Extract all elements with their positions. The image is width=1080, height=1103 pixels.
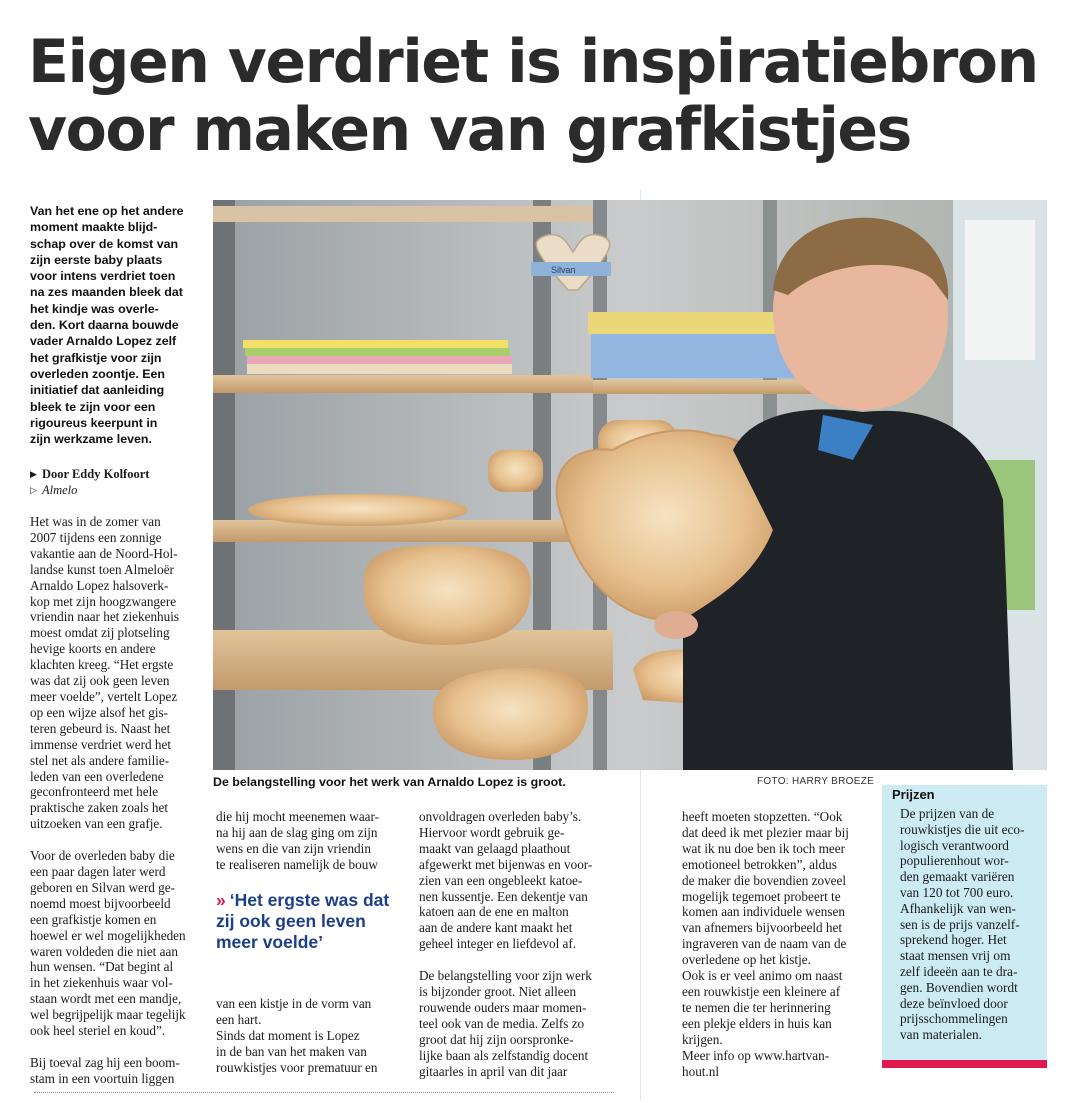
text-line: staan wordt met een mandje, (30, 991, 182, 1007)
text-line: leden van een overledene (30, 768, 164, 784)
text-line: wat ik nu doe ben ik toch meer (682, 840, 845, 856)
text-line: een hart. (216, 1011, 262, 1027)
text-line: een plekje elders in huis kan (682, 1015, 832, 1031)
text-line: na hij aan de slag ging om zijn (216, 824, 378, 840)
prices-box-accent-bar (882, 1060, 1047, 1068)
prices-box-title: Prijzen (892, 787, 935, 802)
text-line: Meer info op www.hartvan- (682, 1047, 830, 1063)
col4-paragraph-1 (682, 809, 866, 1079)
text-line: overledene op het kistje. (682, 952, 811, 968)
text-line: is bijzonder groot. Niet alleen (419, 984, 577, 1000)
text-line: emotioneel betrokken”, aldus (682, 856, 837, 872)
text-line: hevige koorts en andere (30, 641, 156, 657)
text-line: zijn eerste baby plaats (30, 252, 163, 267)
text-line: uitzoeken van een grafje. (30, 816, 163, 832)
col2-paragraph-bottom (216, 996, 406, 1076)
text-line: na zes maanden bleek dat (30, 285, 183, 300)
text-line: gitaarles in april van dit jaar (419, 1063, 568, 1079)
quote-text: ‘Het ergste was dat zij ook geen leven meer voelde’ (216, 890, 390, 952)
text-line: Van het ene op het andere (30, 204, 184, 218)
text-line: stel net als andere familie- (30, 752, 170, 768)
text-line: vriendin naar het ziekenhuis (30, 609, 180, 625)
text-line: Arnaldo Lopez halsoverk- (30, 577, 169, 593)
text-line: waren voldeden die niet aan (30, 943, 178, 959)
text-line: sen is de prijs vanzelf- (900, 916, 1020, 932)
text-line: immense verdriet werd het (30, 736, 171, 752)
col3-paragraph-2 (419, 968, 609, 1079)
text-line: klachten kreeg. “Het ergste (30, 657, 174, 673)
text-line: sprekend hoger. Het (900, 932, 1007, 948)
text-line: die hij mocht meenemen waar- (216, 809, 380, 824)
text-line: populierenhout wor- (900, 853, 1009, 869)
text-line: een grafkistje komen en (30, 911, 157, 927)
text-line: den gemaakt variëren (900, 869, 1015, 885)
dotted-rule (34, 1092, 614, 1093)
text-line: den. Kort daarna bouwde (30, 318, 179, 333)
text-line: de maker die bovendien zoveel (682, 872, 847, 888)
text-line: rouwkistjes voor prematuur en (216, 1059, 378, 1075)
text-line: Voor de overleden baby die (30, 848, 175, 864)
text-line: het kindje was overle- (30, 301, 159, 316)
text-line: schap over de komst van (30, 236, 179, 251)
text-line: voor intens verdriet toen (30, 269, 176, 284)
col1-paragraph-1 (30, 514, 198, 832)
text-line: noemd moest bijvoorbeeld (30, 895, 171, 911)
text-line: in de ban van het maken van (216, 1043, 367, 1059)
text-line: groot dat hij zijn oorspronke- (419, 1031, 574, 1047)
column-2-bottom (216, 996, 406, 1092)
text-line: een paar dagen later werd (30, 864, 166, 880)
column-1 (30, 514, 198, 1103)
text-line: lijke baan als zelfstandig docent (419, 1047, 589, 1063)
text-line: van materialen. (900, 1027, 982, 1043)
text-line: komen aan individuele wensen (682, 904, 845, 920)
text-line: wens en die van zijn vriendin (216, 840, 371, 856)
text-line: zelf ideeën aan te dra- (900, 963, 1018, 979)
text-line: vakantie aan de Noord-Hol- (30, 545, 178, 561)
text-line: Ook is er veel animo om naast (682, 968, 843, 984)
text-line: logisch verantwoord (900, 837, 1009, 853)
text-line: staat mensen vrij om (900, 948, 1011, 964)
text-line: hout.nl (682, 1063, 719, 1079)
text-line: deze beïnvloed door (900, 995, 1008, 1011)
text-line: moment maakte blijd- (30, 220, 158, 235)
text-line: rouwende ouders maar momen- (419, 999, 587, 1015)
text-line: Sinds dat moment is Lopez (216, 1027, 360, 1043)
text-line: Hiervoor wordt gebruik ge- (419, 824, 565, 840)
photo-caption: De belangstelling voor het werk van Arnaldo Lopez is groot. (213, 775, 566, 789)
text-line: prijsschommelingen (900, 1011, 1008, 1027)
headline (28, 28, 1058, 164)
text-line: gen. Bovendien wordt (900, 979, 1018, 995)
text-line: overleden zoontje. Een (30, 366, 165, 381)
text-line: wel begrijpelijk maar tegelijk (30, 1007, 186, 1023)
col2-paragraph-top (216, 809, 406, 873)
text-line: zien van een ongebleekt katoe- (419, 872, 583, 888)
text-line: praktische zaken zoals het (30, 800, 169, 816)
text-line: bleek te zijn voor een (30, 399, 156, 414)
text-line: van een kistje in de vorm van (216, 996, 372, 1011)
text-line: Bij toeval zag hij een boom- (30, 1055, 180, 1070)
text-line: dat deed ik met plezier maar bij (682, 824, 849, 840)
photo-illustration (213, 200, 1047, 770)
text-line: hoewel er wel mogelijkheden (30, 927, 186, 943)
text-line: geheel integer en liefdevol af. (419, 936, 577, 952)
col3-paragraph-1 (419, 809, 609, 952)
prices-box-text (900, 806, 1030, 1043)
text-line: hun wensen. “Dat begint al (30, 959, 174, 975)
text-line: van 120 tot 700 euro. (900, 884, 1014, 900)
text-line: ook heel steriel en koud”. (30, 1023, 166, 1039)
intro-lead (30, 203, 202, 447)
text-line: rouwkistjes die uit eco- (900, 821, 1025, 837)
text-line: afgewerkt met bijenwas en voor- (419, 856, 593, 872)
headline-line-1: Eigen verdriet is inspiratiebron (28, 27, 1038, 97)
text-line: teel ook van de media. Zelfs zo (419, 1015, 585, 1031)
text-line: het grafkistje voor zijn (30, 350, 162, 365)
text-line: rigoureus keerpunt in (30, 415, 158, 430)
text-line: De belangstelling voor zijn werk (419, 968, 592, 984)
text-line: maakt van gelaagd plaathout (419, 840, 571, 856)
pull-quote (216, 890, 406, 953)
text-line: onvoldragen overleden baby’s. (419, 809, 582, 824)
text-line: in het ziekenhuis waar vol- (30, 975, 173, 991)
heart-tag-label: Silvan (551, 265, 576, 275)
text-line: stam in een voortuin liggen (30, 1070, 175, 1086)
text-line: moest omdat zij plotseling (30, 625, 170, 641)
text-line: ingraveren van de naam van de (682, 936, 847, 952)
text-line: landse kunst toen Almeloër (30, 561, 174, 577)
photo-credit: FOTO: HARRY BROEZE (757, 776, 875, 787)
text-line: kop met zijn hoogzwangere (30, 593, 177, 609)
column-2-top (216, 809, 406, 889)
text-line: meer voelde”, vertelt Lopez (30, 688, 178, 704)
text-line: 2007 tijdens een zonnige (30, 529, 162, 545)
text-line: krijgen. (682, 1031, 723, 1047)
text-line: geconfronteerd met hele (30, 784, 159, 800)
text-line: zijn werkzame leven. (30, 432, 152, 447)
column-3 (419, 809, 609, 1096)
text-line: vader Arnaldo Lopez zelf (30, 334, 177, 349)
text-line: een rouwkistje een kleinere af (682, 983, 841, 999)
text-line: was dat zij ook geen leven (30, 673, 170, 689)
column-4 (682, 809, 866, 1095)
text-line: geboren en Silvan werd ge- (30, 879, 176, 895)
text-line: op een wijze alsof het gis- (30, 704, 169, 720)
col1-paragraph-3 (30, 1055, 198, 1087)
text-line: De prijzen van de (900, 806, 995, 821)
text-line: teren gebeurd is. Naast het (30, 720, 171, 736)
text-line: te nemen die ter herinnering (682, 999, 831, 1015)
byline-place: Almelo (42, 483, 78, 497)
text-line: mogelijk tegemoet probeert te (682, 888, 841, 904)
byline-arrow-icon: ▶ (30, 469, 37, 479)
text-line: initiatief dat aanleiding (30, 383, 165, 398)
byline-author: Door Eddy Kolfoort (42, 467, 150, 481)
text-line: heeft moeten stopzetten. “Ook (682, 809, 843, 824)
text-line: nen kussentje. Een dekentje van (419, 888, 588, 904)
text-line: katoen aan de ene en malton (419, 904, 569, 920)
text-line: aan de andere kant maakt het (419, 920, 573, 936)
photo (213, 200, 1047, 770)
byline (30, 466, 202, 498)
byline-place-arrow-icon: ▷ (30, 485, 37, 495)
headline-line-2: voor maken van grafkistjes (28, 95, 911, 165)
text-line: Afhankelijk van wen- (900, 900, 1016, 916)
text-line: van afnemers bijvoorbeeld het (682, 920, 843, 936)
text-line: Het was in de zomer van (30, 514, 161, 529)
text-line: te realiseren namelijk de bouw (216, 856, 378, 872)
col1-paragraph-2 (30, 848, 198, 1039)
quote-mark-icon: » (216, 890, 226, 910)
